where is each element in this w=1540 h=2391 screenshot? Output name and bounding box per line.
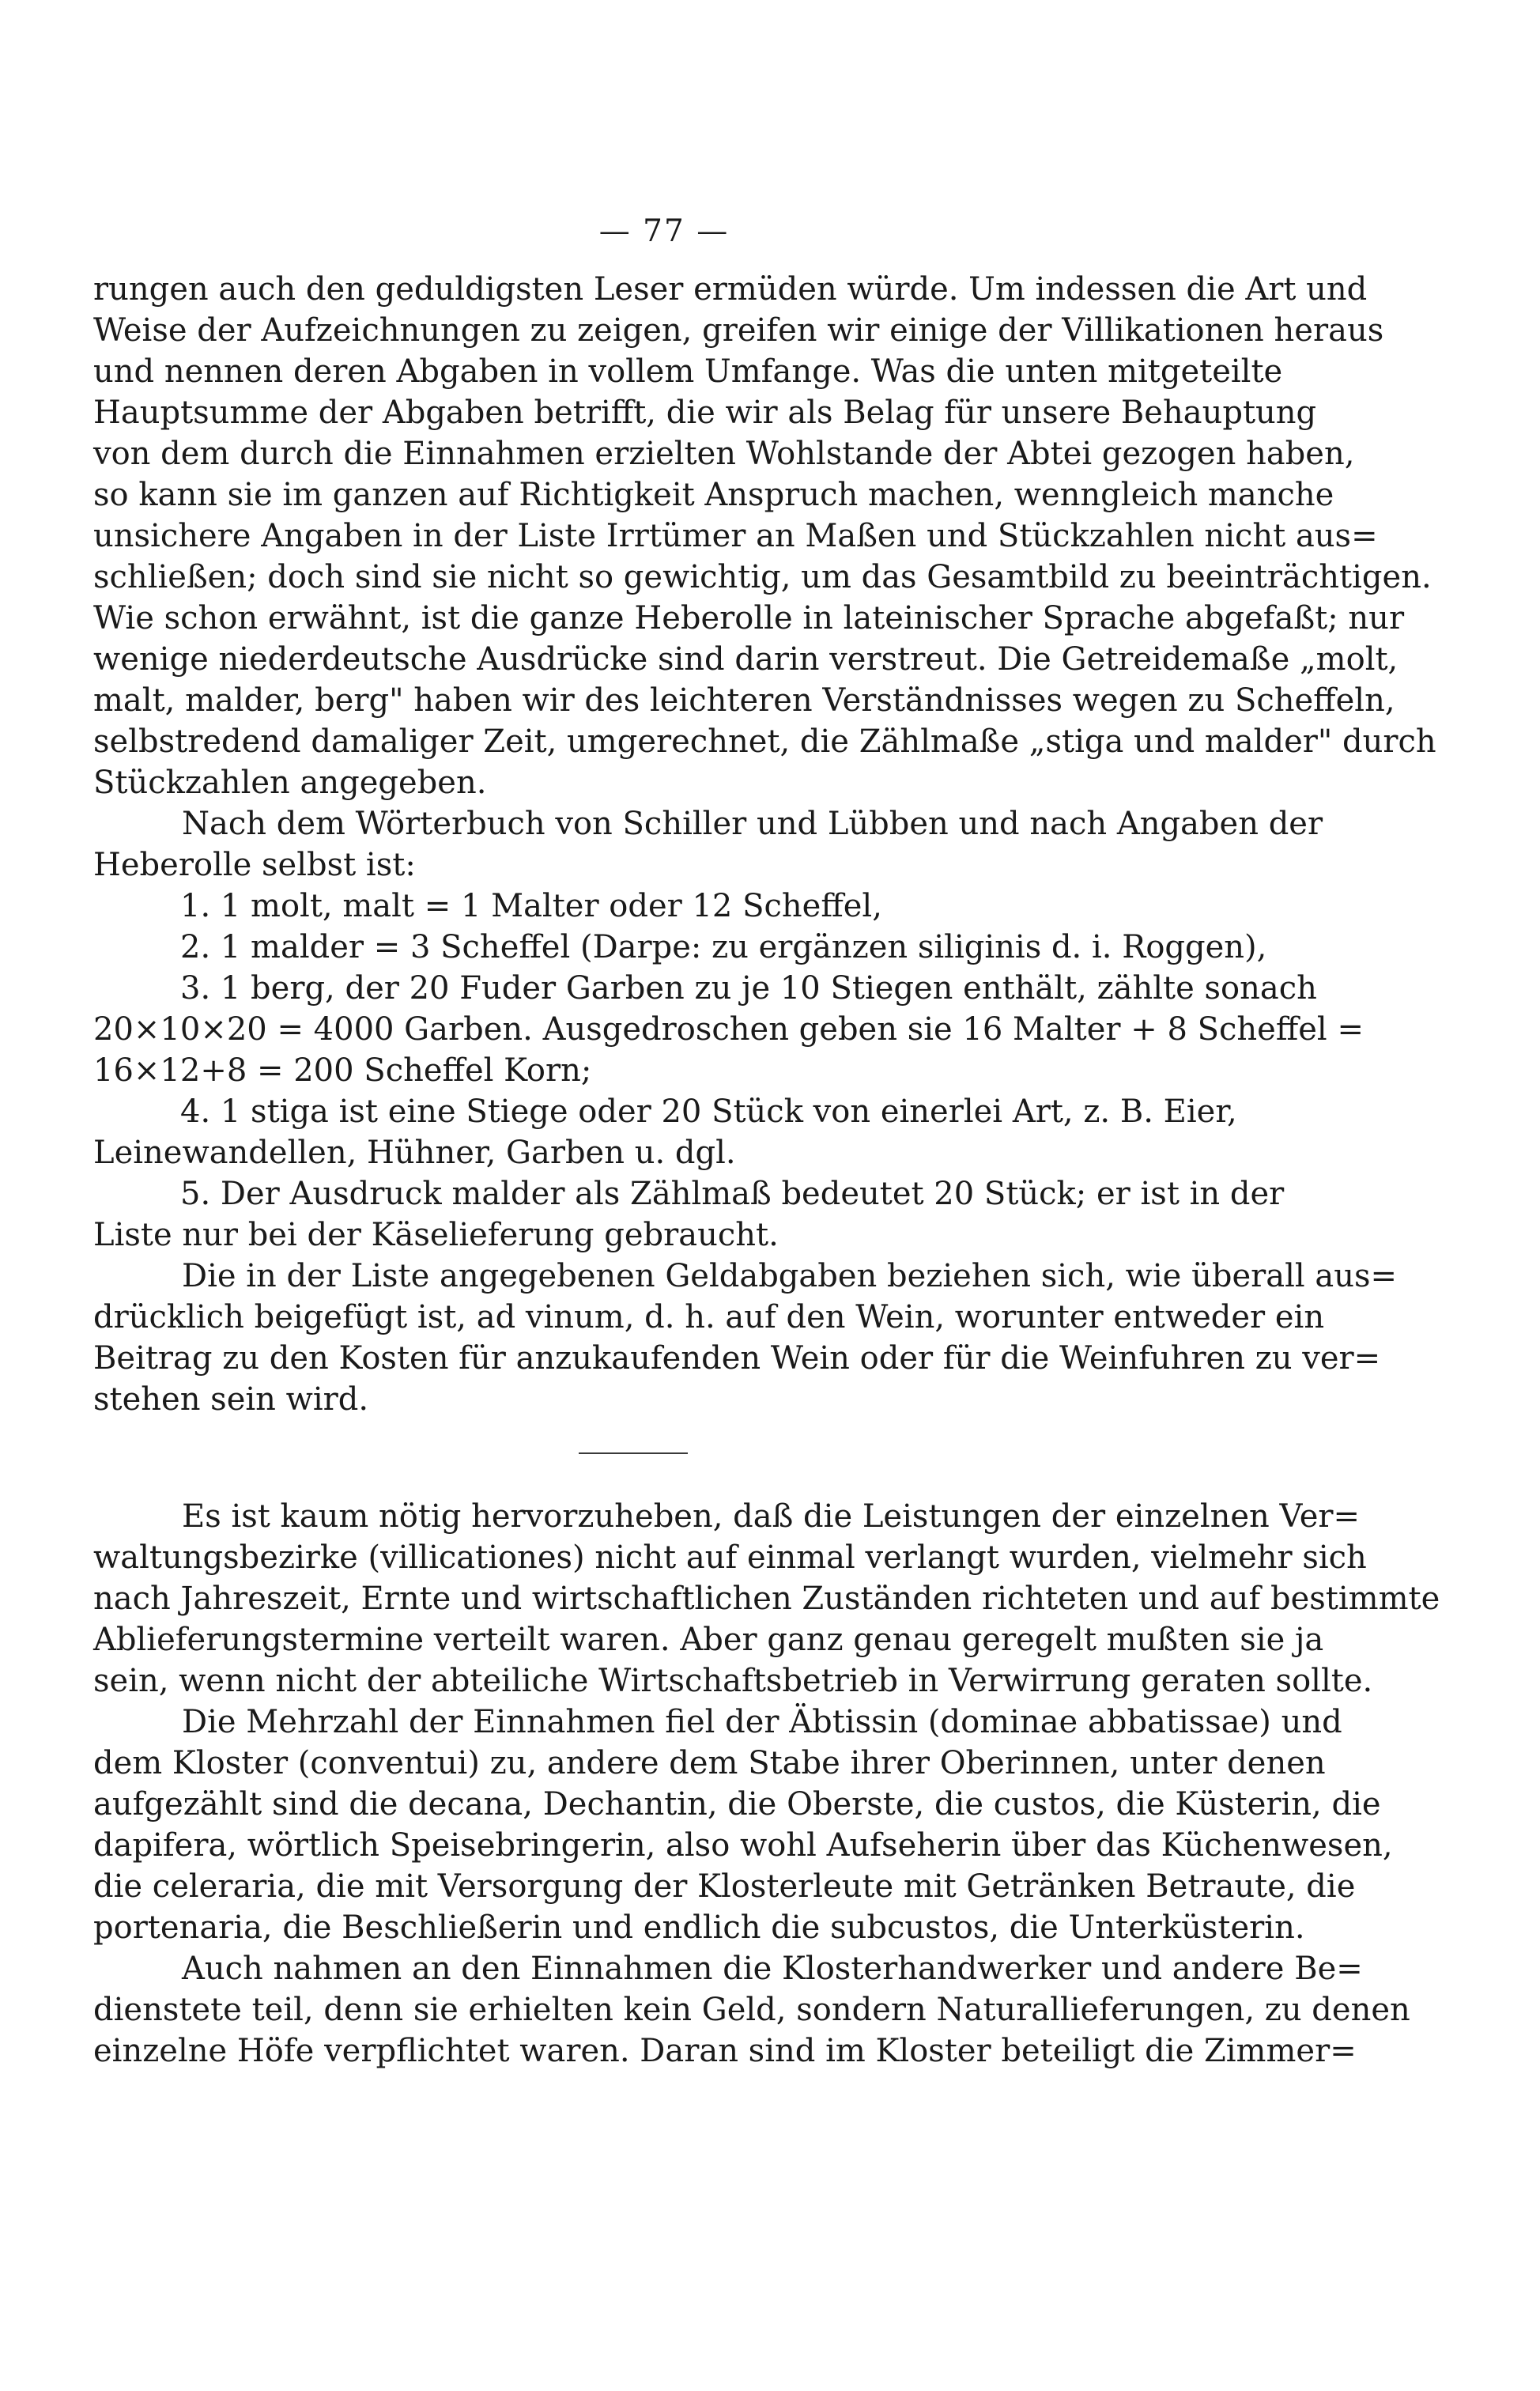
- text-line: Weise der Aufzeichnungen zu zeigen, greifen wir einige der Villikationen heraus: [93, 312, 1384, 349]
- text-line: malt, malder, berg" haben wir des leichteren Verständnisses wegen zu Scheffeln,: [93, 682, 1395, 719]
- text-line: 16×12+8 = 200 Scheffel Korn;: [93, 1052, 592, 1089]
- list-item: 4. 1 stiga ist eine Stiege oder 20 Stück von einerlei Art, z. B. Eier,: [180, 1094, 1237, 1130]
- list-item: 5. Der Ausdruck malder als Zählmaß bedeutet 20 Stück; er ist in der: [180, 1176, 1285, 1212]
- text-line: waltungsbezirke (villicationes) nicht auf einmal verlangt wurden, vielmehr sich: [93, 1539, 1367, 1576]
- text-line: und nennen deren Abgaben in vollem Umfange. Was die unten mitgeteilte: [93, 353, 1283, 390]
- text-line: Stückzahlen angegeben.: [93, 765, 487, 801]
- text-line: Leinewandellen, Hühner, Garben u. dgl.: [93, 1135, 736, 1171]
- text-line: stehen sein wird.: [93, 1381, 369, 1418]
- text-line: Die Mehrzahl der Einnahmen fiel der Äbtissin (dominae abbatissae) und: [182, 1704, 1342, 1740]
- text-section-2: [93, 1496, 1440, 2072]
- page-number: — 77 —: [598, 213, 730, 249]
- text-line: Nach dem Wörterbuch von Schiller und Lübben und nach Angaben der: [182, 806, 1323, 842]
- text-line: portenaria, die Beschließerin und endlich die subcustos, die Unterküsterin.: [93, 1909, 1305, 1946]
- text-line: Es ist kaum nötig hervorzuheben, daß die Leistungen der einzelnen Ver=: [182, 1498, 1361, 1535]
- text-line: unsichere Angaben in der Liste Irrtümer an Maßen und Stückzahlen nicht aus=: [93, 518, 1378, 554]
- text-line: aufgezählt sind die decana, Dechantin, die Oberste, die custos, die Küsterin, die: [93, 1786, 1381, 1823]
- text-line: drücklich beigefügt ist, ad vinum, d. h. auf den Wein, worunter entweder ein: [93, 1299, 1325, 1335]
- text-line: von dem durch die Einnahmen erzielten Wohlstande der Abtei gezogen haben,: [93, 436, 1355, 472]
- text-line: sein, wenn nicht der abteiliche Wirtschaftsbetrieb in Verwirrung geraten sollte.: [93, 1663, 1373, 1699]
- list-item: 2. 1 malder = 3 Scheffel (Darpe: zu ergänzen siliginis d. i. Roggen),: [180, 929, 1267, 965]
- text-line: nach Jahreszeit, Ernte und wirtschaftlichen Zuständen richteten und auf bestimmte: [93, 1581, 1440, 1617]
- text-line: Die in der Liste angegebenen Geldabgaben beziehen sich, wie überall aus=: [182, 1258, 1398, 1294]
- text-line: so kann sie im ganzen auf Richtigkeit Anspruch machen, wenngleich manche: [93, 477, 1334, 513]
- text-line: dienstete teil, denn sie erhielten kein Geld, sondern Naturallieferungen, zu denen: [93, 1992, 1410, 2028]
- text-line: die celeraria, die mit Versorgung der Klosterleute mit Getränken Betraute, die: [93, 1868, 1356, 1905]
- text-line: rungen auch den geduldigsten Leser ermüden würde. Um indessen die Art und: [93, 271, 1368, 308]
- section-divider: [579, 1452, 688, 1454]
- text-line: Auch nahmen an den Einnahmen die Klosterhandwerker und andere Be=: [182, 1951, 1363, 1987]
- text-line: einzelne Höfe verpflichtet waren. Daran sind im Kloster beteiligt die Zimmer=: [93, 2033, 1357, 2069]
- text-line: Wie schon erwähnt, ist die ganze Heberolle in lateinischer Sprache abgefaßt; nur: [93, 600, 1405, 636]
- text-line: 20×10×20 = 4000 Garben. Ausgedroschen geben sie 16 Malter + 8 Scheffel =: [93, 1011, 1364, 1048]
- list-item: 3. 1 berg, der 20 Fuder Garben zu je 10 Stiegen enthält, zählte sonach: [180, 970, 1317, 1007]
- text-line: Ablieferungstermine verteilt waren. Aber ganz genau geregelt mußten sie ja: [93, 1622, 1324, 1658]
- text-line: dem Kloster (conventui) zu, andere dem Stabe ihrer Oberinnen, unter denen: [93, 1745, 1326, 1781]
- text-line: selbstredend damaliger Zeit, umgerechnet, die Zählmaße „stiga und malder" durch: [93, 723, 1436, 760]
- list-item: 1. 1 molt, malt = 1 Malter oder 12 Scheffel,: [180, 888, 882, 924]
- text-line: wenige niederdeutsche Ausdrücke sind darin verstreut. Die Getreidemaße „molt,: [93, 641, 1398, 678]
- text-line: schließen; doch sind sie nicht so gewichtig, um das Gesamtbild zu beeinträchtigen.: [93, 559, 1432, 595]
- text-line: dapifera, wörtlich Speisebringerin, also wohl Aufseherin über das Küchenwesen,: [93, 1827, 1393, 1864]
- text-line: Hauptsumme der Abgaben betrifft, die wir als Belag für unsere Behauptung: [93, 395, 1317, 431]
- text-line: Heberolle selbst ist:: [93, 847, 416, 883]
- text-line: Liste nur bei der Käselieferung gebraucht.: [93, 1217, 779, 1253]
- text-line: Beitrag zu den Kosten für anzukaufenden Wein oder für die Weinfuhren zu ver=: [93, 1340, 1381, 1377]
- text-section-1: [93, 269, 1436, 1420]
